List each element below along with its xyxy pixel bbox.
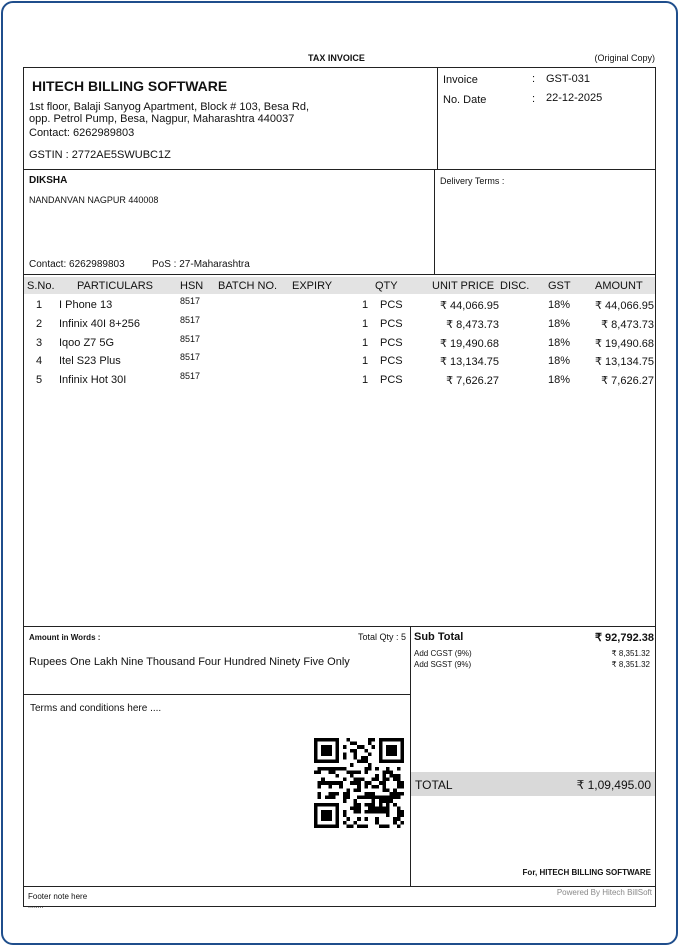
company-address-line2: opp. Petrol Pump, Besa, Nagpur, Maharashtra 440037 xyxy=(29,113,295,125)
customer-name: DIKSHA xyxy=(29,175,68,186)
customer-address: NANDANVAN NAGPUR 440008 xyxy=(29,195,159,205)
footer-dots: ........ xyxy=(28,903,44,910)
invoice-title: TAX INVOICE xyxy=(308,53,365,63)
row-hsn: 8517 xyxy=(180,352,201,363)
header-sno: S.No. xyxy=(27,280,55,292)
row-amount: ₹ 44,066.95 xyxy=(595,300,654,312)
row-sno: 4 xyxy=(36,355,43,368)
cgst-label: Add CGST (9%) xyxy=(414,649,472,658)
terms-text: Terms and conditions here .... xyxy=(30,703,162,714)
invoice-date: 22-12-2025 xyxy=(546,92,603,104)
total-value: ₹ 1,09,495.00 xyxy=(576,778,651,792)
row-amount: ₹ 8,473.73 xyxy=(601,318,654,331)
date-colon: : xyxy=(532,93,536,105)
row-qty: 1 xyxy=(362,355,369,368)
row-gst: 18% xyxy=(548,374,571,387)
header-qty: QTY xyxy=(375,280,398,292)
company-contact: Contact: 6262989803 xyxy=(29,127,135,139)
amount-in-words-label: Amount in Words : xyxy=(29,633,101,642)
company-gstin: GSTIN : 2772AE5SWUBC1Z xyxy=(29,149,171,161)
header-disc: DISC. xyxy=(500,280,530,292)
row-qty: 1 xyxy=(362,299,369,311)
header-unit-price: UNIT PRICE xyxy=(432,280,495,292)
total-qty: Total Qty : 5 xyxy=(357,632,406,642)
amount-in-words: Rupees One Lakh Nine Thousand Four Hundred Ninety Five Only xyxy=(29,656,350,668)
header-amount: AMOUNT xyxy=(595,280,643,292)
powered-by: Powered By Hitech BillSoft xyxy=(556,888,652,897)
place-of-supply: PoS : 27-Maharashtra xyxy=(152,259,250,270)
row-amount: ₹ 19,490.68 xyxy=(595,337,654,350)
subtotal-value: ₹ 92,792.38 xyxy=(595,632,654,644)
customer-contact: Contact: 6262989803 xyxy=(29,259,125,270)
row-particulars: Infinix Hot 30I xyxy=(59,374,127,387)
row-amount: ₹ 7,626.27 xyxy=(601,375,654,388)
row-hsn: 8517 xyxy=(180,371,201,382)
row-unit-price: ₹ 13,134.75 xyxy=(440,356,499,369)
sgst-label: Add SGST (9%) xyxy=(414,660,472,669)
header-hsn: HSN xyxy=(180,280,204,292)
row-unit: PCS xyxy=(380,317,403,330)
header-particulars: PARTICULARS xyxy=(77,280,154,292)
row-qty: 1 xyxy=(362,336,369,349)
invoice-label: Invoice xyxy=(443,74,478,86)
row-amount: ₹ 13,134.75 xyxy=(595,356,654,369)
row-qty: 1 xyxy=(362,317,369,330)
row-unit-price: ₹ 7,626.27 xyxy=(446,375,499,388)
row-unit-price: ₹ 44,066.95 xyxy=(440,300,499,312)
date-label: No. Date xyxy=(443,94,487,106)
row-unit: PCS xyxy=(380,336,403,349)
row-particulars: I Phone 13 xyxy=(59,299,113,311)
row-gst: 18% xyxy=(548,336,571,349)
copy-label: (Original Copy) xyxy=(594,53,655,63)
cgst-value: ₹ 8,351.32 xyxy=(611,649,650,658)
row-qty: 1 xyxy=(362,374,369,387)
row-unit: PCS xyxy=(380,374,403,387)
delivery-terms-label: Delivery Terms : xyxy=(440,176,505,186)
row-gst: 18% xyxy=(548,299,571,311)
row-unit-price: ₹ 19,490.68 xyxy=(440,337,499,350)
invoice-colon: : xyxy=(532,73,536,85)
header-expiry: EXPIRY xyxy=(292,280,333,292)
row-sno: 3 xyxy=(36,336,43,349)
row-unit: PCS xyxy=(380,355,403,368)
row-hsn: 8517 xyxy=(180,314,201,325)
subtotal-label: Sub Total xyxy=(414,631,464,643)
row-sno: 1 xyxy=(36,299,43,311)
row-gst: 18% xyxy=(548,355,571,368)
row-particulars: Iqoo Z7 5G xyxy=(59,336,115,349)
header-gst: GST xyxy=(548,280,571,292)
row-hsn: 8517 xyxy=(180,296,201,306)
qr-code xyxy=(314,738,404,828)
row-hsn: 8517 xyxy=(180,333,201,344)
total-label: TOTAL xyxy=(415,778,453,792)
invoice-number: GST-031 xyxy=(546,73,591,85)
footer-note: Footer note here xyxy=(28,892,88,901)
row-particulars: Infinix 40I 8+256 xyxy=(59,317,141,330)
row-unit: PCS xyxy=(380,299,403,311)
row-sno: 5 xyxy=(36,374,43,387)
signature-line: For, HITECH BILLING SOFTWARE xyxy=(522,868,651,877)
header-batch: BATCH NO. xyxy=(218,280,278,292)
row-gst: 18% xyxy=(548,317,571,330)
row-sno: 2 xyxy=(36,317,43,330)
row-particulars: Itel S23 Plus xyxy=(59,355,121,368)
company-name: HITECH BILLING SOFTWARE xyxy=(32,78,228,94)
row-unit-price: ₹ 8,473.73 xyxy=(446,318,499,331)
company-address-line1: 1st floor, Balaji Sanyog Apartment, Block # 103, Besa Rd, xyxy=(29,101,310,113)
sgst-value: ₹ 8,351.32 xyxy=(611,660,650,669)
